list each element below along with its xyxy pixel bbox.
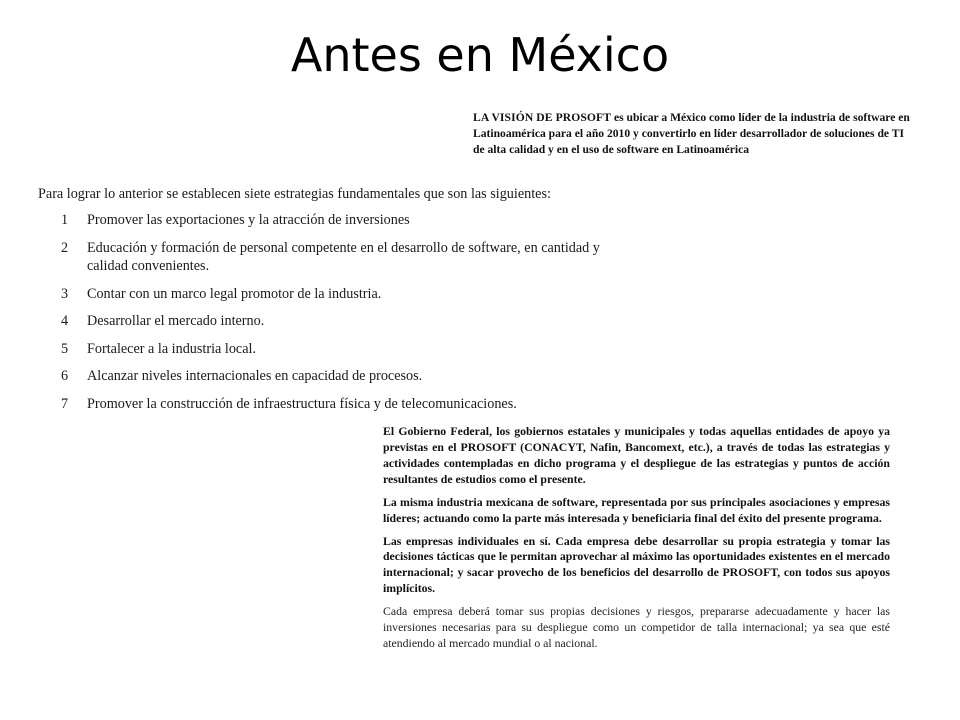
strategies-section	[38, 185, 638, 422]
vision-lead: LA VISIÓN DE PROSOFT	[473, 111, 612, 124]
list-item	[38, 239, 638, 276]
vision-statement	[473, 110, 913, 159]
slide-title: Antes en México	[290, 28, 670, 82]
list-item	[38, 211, 638, 229]
support-paragraph-industry: La misma industria mexicana de software, representada por sus principales asociaciones y empresas líderes; actuando como la parte más interesada y beneficiaria final del éxito del presente programa.	[383, 494, 890, 525]
item-text: Alcanzar niveles internacionales en capacidad de procesos.	[87, 368, 423, 385]
item-text: Promover las exportaciones y la atracción de inversiones	[87, 212, 410, 229]
support-paragraph-government: El Gobierno Federal, los gobiernos estatales y municipales y todas aquellas entidades de apoyo ya previstas en el PROSOFT (CONACYT, Nafin, Bancomext, etc.), a través de todas las estrategias y actividades contempladas en dicho programa y el despliegue de las estrategias y puntos de acción resultantes de estudios como el presente.	[383, 424, 890, 486]
item-number: 4	[61, 313, 69, 330]
list-item	[38, 312, 638, 330]
support-paragraph-companies: Las empresas individuales en sí. Cada empresa debe desarrollar su propia estrategia y tomar las decisiones tácticas que le permitan aprovechar al máximo las oportunidades existentes en el mercado internacional; y sacar provecho de los beneficios del desarrollo de PROSOFT, con todos sus apoyos implícitos.	[383, 533, 890, 596]
list-item	[38, 367, 638, 385]
item-text: Contar con un marco legal promotor de la industria.	[87, 285, 382, 302]
list-item	[38, 395, 638, 413]
list-item	[38, 285, 638, 303]
support-paragraph-decisions: Cada empresa deberá tomar sus propias decisiones y riesgos, prepararse adecuadamente y hacer las inversiones necesarias para su despliegue como un competidor de talla internacional; ya sea que esté atendiendo al mercado mundial o al nacional.	[383, 604, 890, 651]
item-text: Promover la construcción de infraestructura física y de telecomunicaciones.	[87, 395, 517, 412]
item-number: 6	[61, 368, 69, 385]
vision-text: es ubicar a México como líder de la industria de software en Latinoamérica para el año 2010 y convertirlo en líder desarrollador de soluciones de TI de alta calidad y en el uso de software en Latinoamérica	[473, 111, 910, 157]
item-number: 3	[61, 285, 69, 302]
item-text: Fortalecer a la industria local.	[87, 340, 256, 357]
support-section	[383, 424, 890, 659]
strategies-intro: Para lograr lo anterior se establecen siete estrategias fundamentales que son las siguientes:	[38, 186, 551, 202]
list-item	[38, 340, 638, 358]
item-number: 1	[61, 212, 69, 229]
item-number: 7	[61, 395, 69, 412]
item-text: Educación y formación de personal competente en el desarrollo de software, en cantidad y calidad convenientes.	[87, 239, 600, 275]
item-number: 2	[61, 239, 69, 256]
strategies-list	[38, 211, 638, 413]
item-number: 5	[61, 340, 69, 357]
item-text: Desarrollar el mercado interno.	[87, 313, 265, 330]
